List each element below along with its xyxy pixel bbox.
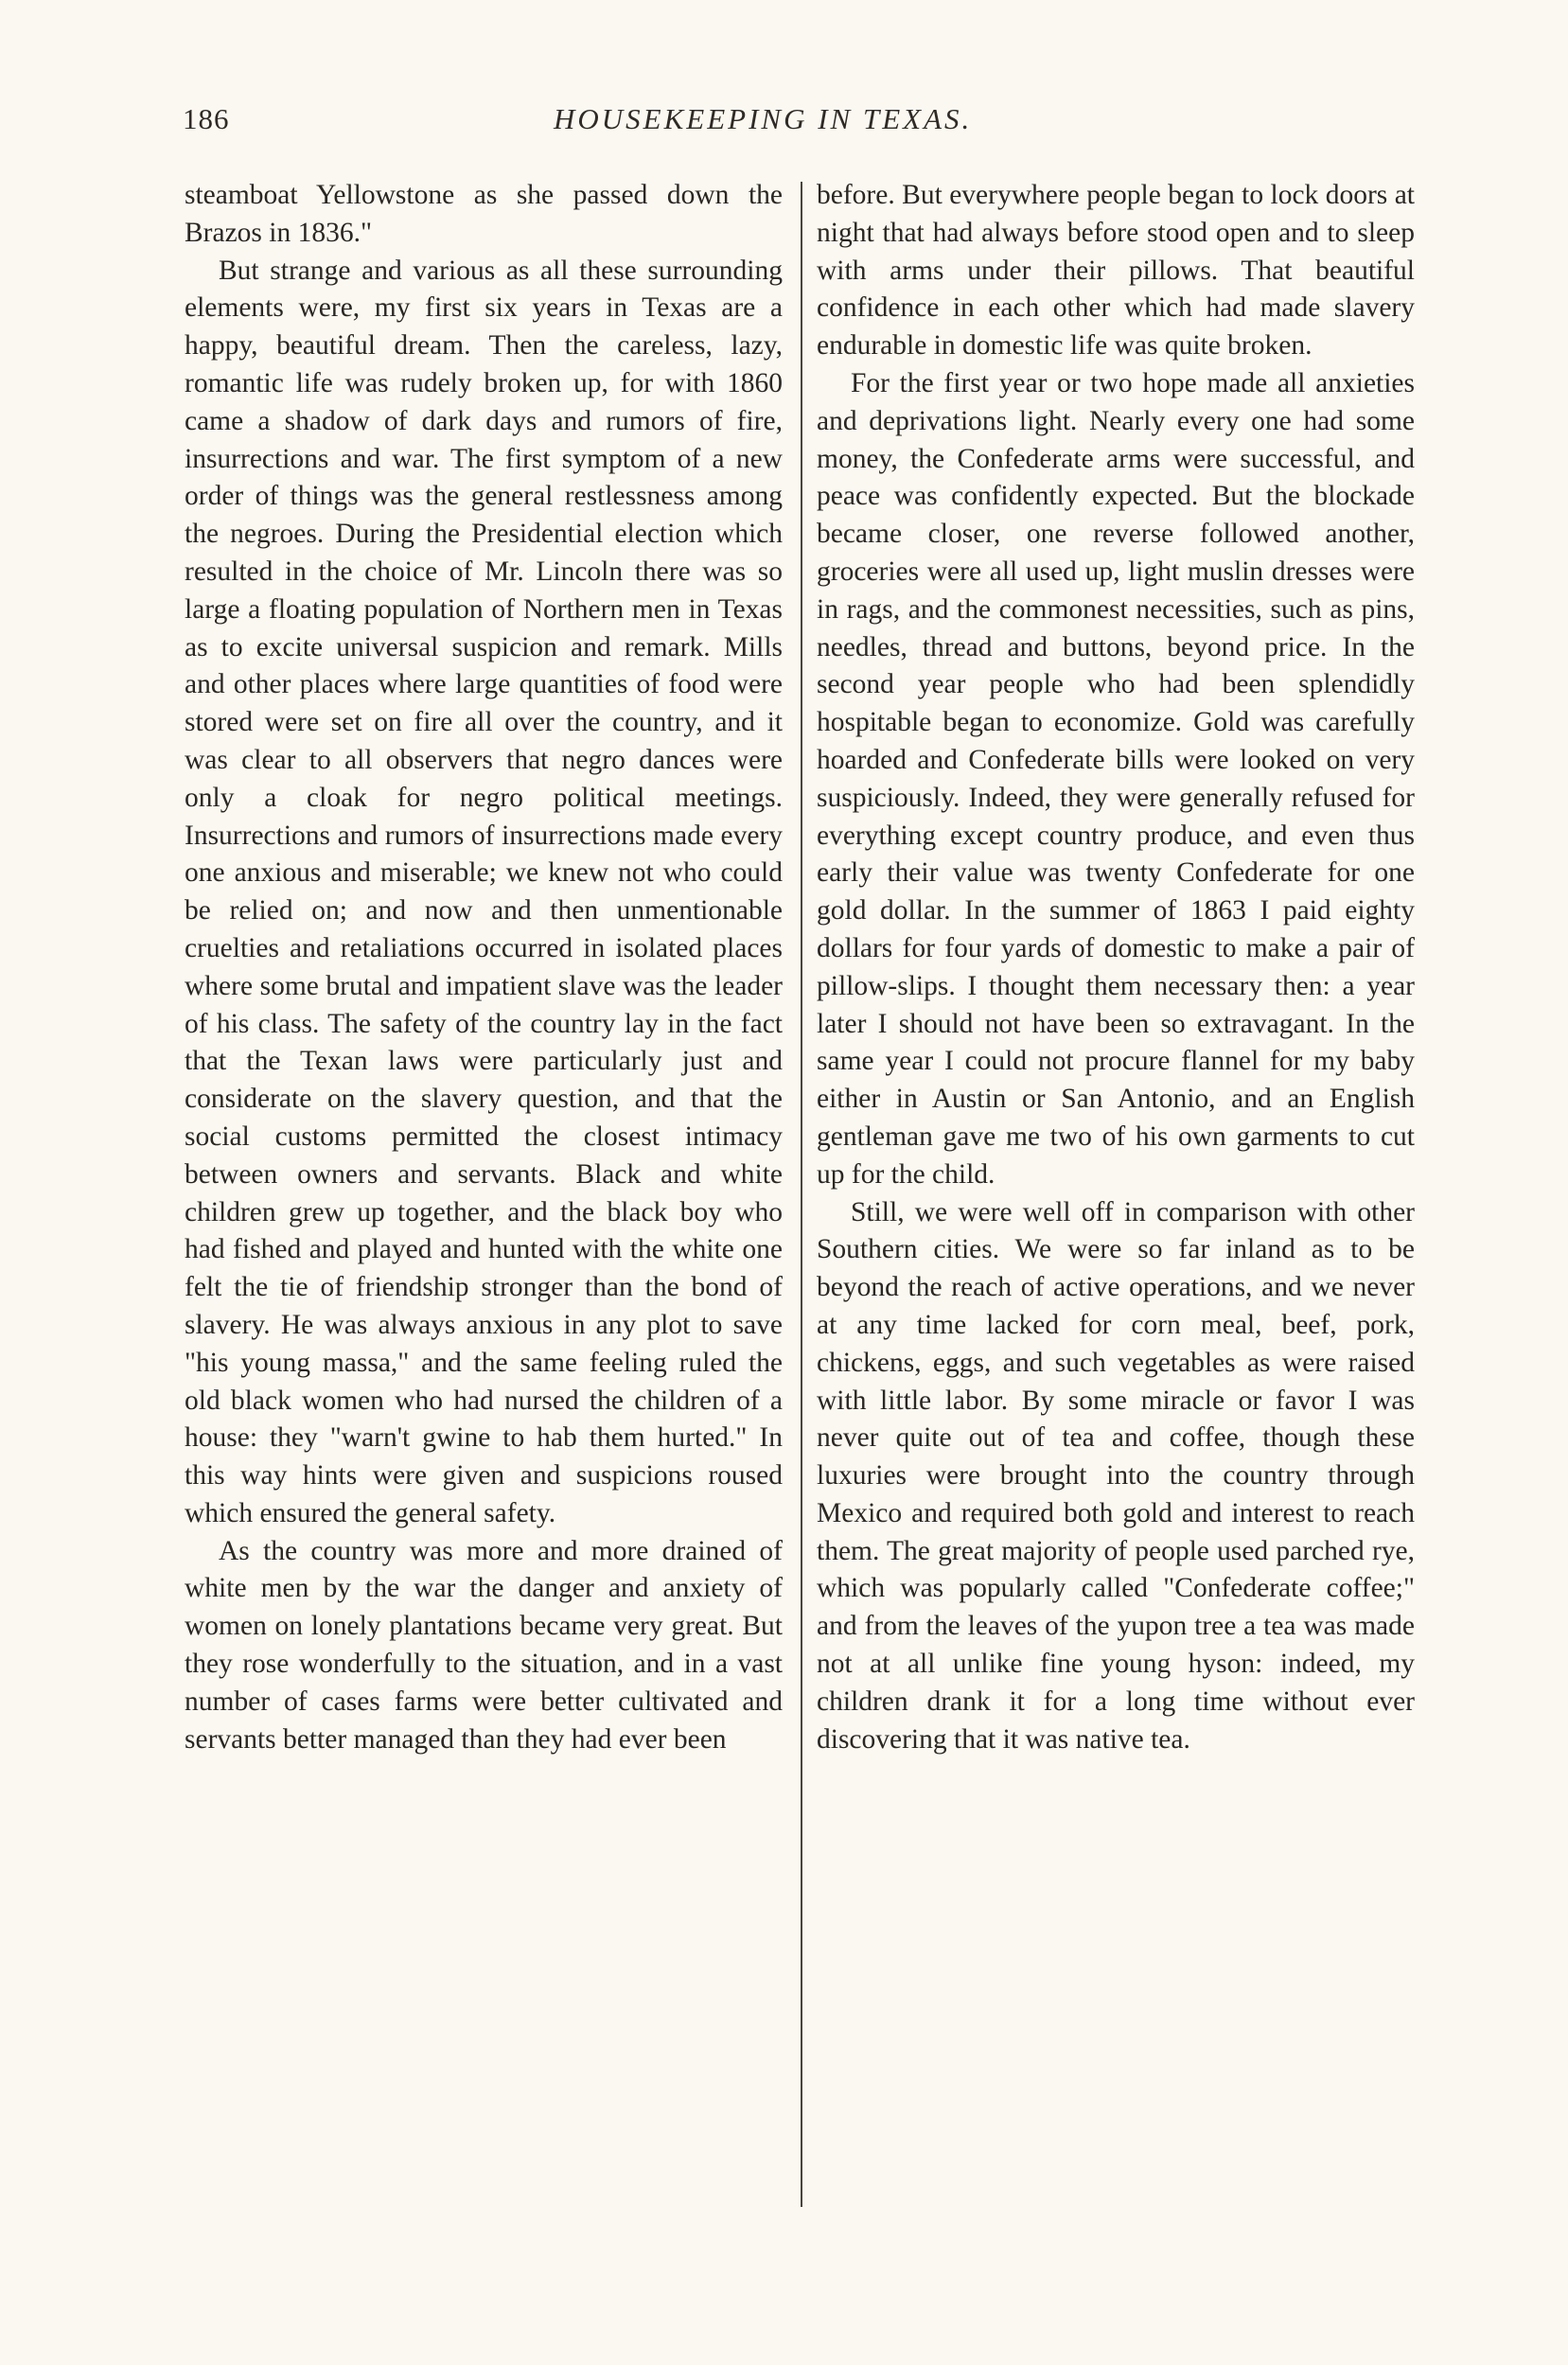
paragraph: Still, we were well off in comparison with other Southern cities. We were so far inland as to be beyond the reach of active operations, and we never at any time lacked for corn meal, beef, pork, chickens, eggs, and such vegetables as were raised with little labor. By some miracle or favor I was never quite out of tea and coffee, though these luxuries were brought into the country through Mexico and required both gold and interest to reach them. The great majority of people used parched rye, which was popularly called "Confederate coffee;" and from the leaves of the yupon tree a tea was made not at all unlike fine young hyson: indeed, my children drank it for a long time without ever discovering that it was native tea. — [817, 1196, 1415, 1755]
column-divider — [801, 182, 802, 2207]
paragraph: For the first year or two hope made all anxieties and deprivations light. Nearly every one had some money, the Confederate arms were successful, and peace was confidently expected. But the blockade became closer, one reverse followed another, groceries were all used up, light muslin dresses were in rags, and the commonest necessities, such as pins, needles, thread and buttons, beyond price. In the second year people who had been splendidly hospitable began to economize. Gold was carefully hoarded and Confederate bills were looked on very suspiciously. Indeed, they were generally refused for everything except country produce, and even thus early their value was twenty Confederate for one gold dollar. In the summer of 1863 I paid eighty dollars for four yards of domestic to make a pair of pillow-slips. I thought them necessary then: a year later I should not have been so extravagant. In the same year I could not procure flannel for my baby either in Austin or San Antonio, and an English gentleman gave me two of his own garments to cut up for the child. — [817, 367, 1415, 1190]
left-column — [185, 177, 783, 1758]
paragraph: As the country was more and more drained of white men by the war the danger and anxiety of women on lonely plantations became very great. But they rose wonderfully to the situation, and in a vast number of cases farms were better cultivated and servants better managed than they had ever been — [185, 1535, 783, 1755]
page-number: 186 — [183, 102, 230, 135]
paragraph: But strange and various as all these surrounding elements were, my first six years in Texas are a happy, beautiful dream. Then the careless, lazy, romantic life was rudely broken up, for with 1860 came a shadow of dark days and rumors of fire, insurrections and war. The first symptom of a new order of things was the general restlessness among the negroes. During the Presidential election which resulted in the choice of Mr. Lincoln there was so large a floating population of Northern men in Texas as to excite universal suspicion and remark. Mills and other places where large quantities of food were stored were set on fire all over the country, and it was clear to all observers that negro dances were only a cloak for negro political meetings. Insurrections and rumors of insurrections made every one anxious and miserable; we knew not who could be relied on; and now and then unmentionable cruelties and retaliations occurred in isolated places where some brutal and impatient slave was the leader of his class. The safety of the country lay in the fact that the Texan laws were particularly just and considerate on the slavery question, and that the social customs permitted the closest intimacy between owners and servants. Black and white children grew up together, and the black boy who had fished and played and hunted with the white one felt the tie of friendship stronger than the bond of slavery. He was always anxious in any plot to save "his young massa," and the same feeling ruled the old black women who had nursed the children of a house: they "warn't gwine to hab them hurted." In this way hints were given and suspicions roused which ensured the general safety. — [185, 255, 783, 1528]
paragraph: before. But everywhere people began to lock doors at night that had always before stood open and to sleep with arms under their pillows. That beautiful confidence in each other which had made slavery endurable in domestic life was quite broken. — [817, 180, 1415, 362]
right-column — [817, 177, 1415, 1758]
running-title: HOUSEKEEPING IN TEXAS. — [554, 102, 973, 135]
paragraph: steamboat Yellowstone as she passed down the Brazos in 1836." — [185, 180, 783, 248]
